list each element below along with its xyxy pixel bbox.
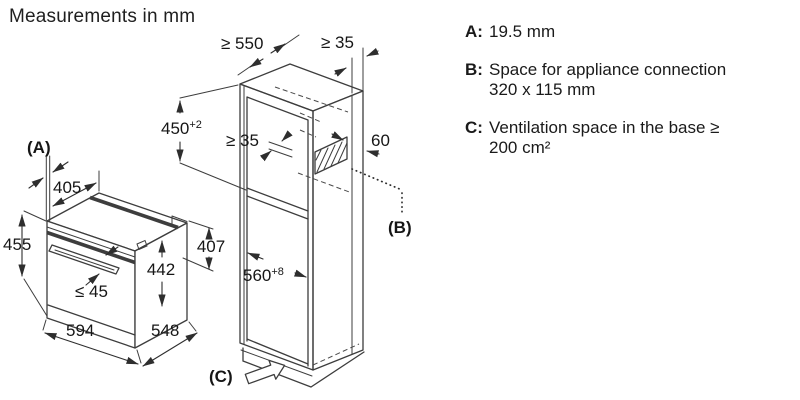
legend-item-c xyxy=(465,118,797,158)
legend-text-b: Space for appliance connection 320 x 115 mm xyxy=(489,60,727,100)
dim-upper-niche-label: $450^{+2}$ xyxy=(161,119,202,138)
dim-594-label: 594 xyxy=(66,321,95,340)
legend-key-b: B: xyxy=(465,60,483,80)
dim-shelf-gap-label: ≥ 35 xyxy=(226,131,259,150)
legend-text-c: Ventilation space in the base ≥ 200 cm² xyxy=(489,118,720,158)
callout-c xyxy=(209,360,285,386)
dim-handle-label: ≤ 45 xyxy=(75,282,108,301)
oven-drawing xyxy=(3,138,225,366)
dim-405-label: 405 xyxy=(53,178,82,197)
dimension-shelf-gap xyxy=(226,131,292,157)
dim-455-label: 455 xyxy=(3,235,32,254)
dim-442-label: 442 xyxy=(146,260,176,279)
label-a: (A) xyxy=(27,138,51,157)
label-b: (B) xyxy=(388,218,412,237)
cabinet-side-face xyxy=(313,91,363,370)
dimension-455 xyxy=(3,211,47,316)
cabinet-front-frame xyxy=(240,84,313,370)
dim-rear-gap-label: ≥ 35 xyxy=(321,33,354,52)
legend-item-b xyxy=(465,60,797,100)
dim-407-label: 407 xyxy=(196,237,226,256)
dim-depth-min-label: ≥ 550 xyxy=(221,34,264,53)
page-title: Measurements in mm xyxy=(9,6,196,27)
dimension-407 xyxy=(183,221,225,271)
legend-key-a: A: xyxy=(465,22,483,41)
dimension-548 xyxy=(143,321,197,366)
legend-item-a xyxy=(465,22,797,42)
legend-key-c: C: xyxy=(465,118,483,138)
dim-connection-offset-label: 60 xyxy=(371,131,390,150)
label-c: (C) xyxy=(209,367,233,386)
dimension-lower-niche xyxy=(243,253,306,285)
cabinet-drawing xyxy=(161,33,412,387)
legend xyxy=(465,22,797,176)
legend-text-a: 19.5 mm xyxy=(489,22,556,41)
dim-548-label: 548 xyxy=(151,321,180,340)
dim-lower-niche-label: $560^{+8}$ xyxy=(243,266,284,285)
